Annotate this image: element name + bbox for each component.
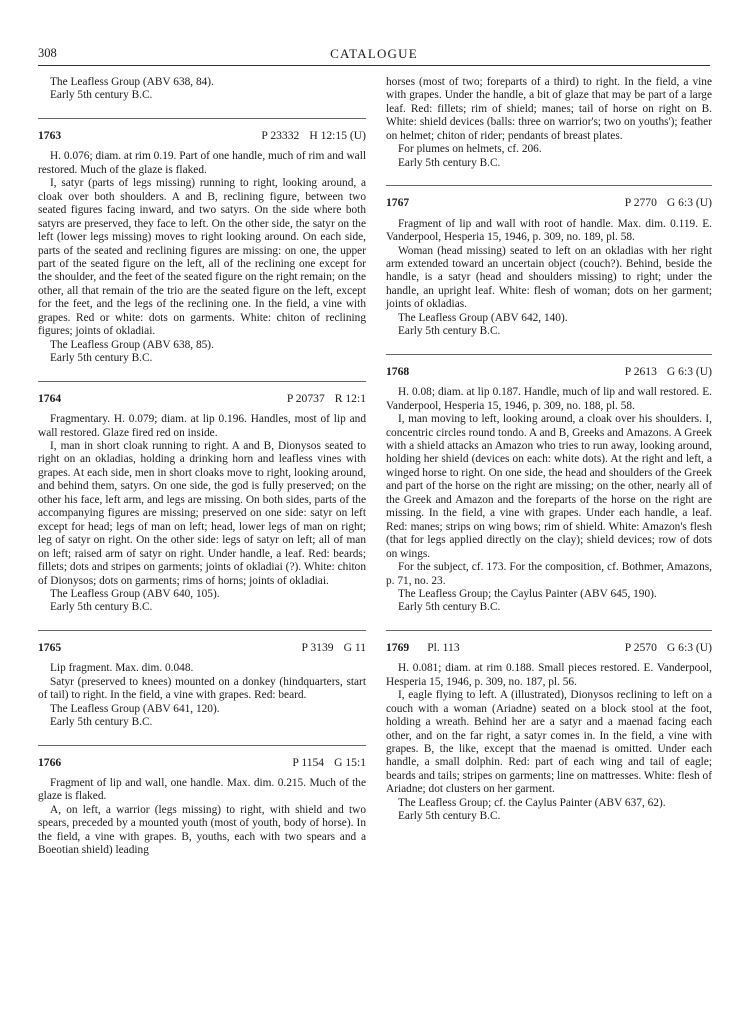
header-rule — [38, 65, 710, 66]
entry-date: Early 5th century B.C. — [50, 352, 153, 365]
deposit-location: G 6:3 (U) — [666, 640, 712, 654]
deposit-location: G 6:3 (U) — [666, 196, 712, 210]
entry-heading — [38, 745, 366, 769]
catalogue-entry-1767 — [386, 185, 712, 339]
catalogue-entry-1768 — [386, 354, 712, 615]
entry-date: Early 5th century B.C. — [398, 325, 501, 338]
catalogue-entry-1765 — [38, 630, 366, 730]
entry-number: 1766 — [38, 755, 62, 769]
entry-number: 1767 — [386, 196, 410, 210]
continued-date: Early 5th century B.C. — [398, 156, 501, 169]
entry-heading — [38, 118, 366, 142]
entry-number: 1768 — [386, 364, 410, 378]
catalogue-entry-1764 — [38, 381, 366, 615]
entry-attribution: The Leafless Group; the Caylus Painter (ABV 645, 190). — [398, 587, 657, 600]
entry-dimensions: Fragment of lip and wall with root of handle. Max. dim. 0.119. E. Vanderpool, Hesperia 15, 1946, p. 309, no. 189, pl. 58. — [386, 217, 712, 244]
inventory-number: P 2570 — [624, 640, 657, 654]
catalogue-entry-1766 — [38, 745, 366, 858]
entry-attribution: The Leafless Group (ABV 641, 120). — [50, 702, 220, 715]
inventory-number: P 23332 — [261, 128, 300, 142]
continued-description: horses (most of two; foreparts of a third) to right. In the field, a vine with grapes. Under the handle, a bit of glaze that may be part of a large leaf. Red: fillets; rim of shield; manes; tail of horse on right on B. White: shield devices (balls: three on warrior's; two on youths'); feather on helmet; chiton of rider; pendants of breast plates. — [386, 76, 712, 142]
catalogue-entry-1769 — [386, 630, 712, 824]
entry-date: Early 5th century B.C. — [398, 601, 501, 614]
entry-dimensions: Fragmentary. H. 0.079; diam. at lip 0.196. Handles, most of lip and wall restored. Glaze fired red on inside. — [38, 413, 366, 439]
entry-number: 1765 — [38, 640, 62, 654]
inventory-number: P 20737 — [286, 391, 325, 405]
entry-dimensions: H. 0.08; diam. at lip 0.187. Handle, much of lip and wall restored. E. Vanderpool, Hesperia 15, 1946, p. 309, no. 188, pl. 58. — [386, 386, 712, 412]
entry-heading — [38, 630, 366, 654]
continued-date: Early 5th century B.C. — [50, 89, 153, 102]
inventory-number: P 2770 — [624, 196, 657, 210]
deposit-location: G 11 — [343, 640, 366, 654]
entry-date: Early 5th century B.C. — [50, 716, 153, 729]
entry-heading — [386, 185, 712, 209]
entry-attribution: The Leafless Group (ABV 642, 140). — [398, 311, 568, 324]
entry-date: Early 5th century B.C. — [398, 810, 501, 823]
inventory-number: P 2613 — [624, 364, 657, 378]
deposit-location: H 12:15 (U) — [309, 128, 366, 142]
entry-description: I, man in short cloak running to right. A and B, Dionysos seated to right on an okladias, holding a drinking horn and leafless vines with grapes. At each side, men in short cloaks move to right, looking around, and behind them, satyrs. On one side, the god is fully preserved; on the other his face, left arm, and legs are missing. On both sides, parts of the accompanying figures are missing; preserved on one side: satyr on left except for head; legs of man on left; head, lower legs of man on right; leg of satyr on right. On the other side: legs of satyr on left; all of man on left; raised arm of satyr on right. Under handle, a leaf. Red: beards; fillets; dots and stripes on garments; joints of okladiai (?). White: chiton of Dionysos; dots on garments; rims of horns; joints of okladiai. — [38, 439, 366, 587]
entry-date: Early 5th century B.C. — [50, 601, 153, 614]
deposit-location: G 6:3 (U) — [666, 364, 712, 378]
inventory-number: P 1154 — [292, 755, 325, 769]
entry-description: Satyr (preserved to knees) mounted on a donkey (hindquarters, start of tail) to right. In the field, a vine with grapes. Red: beard. — [38, 675, 366, 702]
entry-attribution: The Leafless Group (ABV 640, 105). — [50, 587, 220, 600]
entry-number: 1764 — [38, 391, 62, 405]
entry-description: A, on left, a warrior (legs missing) to right, with shield and two spears, preceded by a mounted youth (most of youth, body of horse). In the field, a vine with grapes. B, youths, each with two spears and a Boeotian shield) leading — [38, 803, 366, 857]
entry-dimensions: Fragment of lip and wall, one handle. Max. dim. 0.215. Much of the glaze is flaked. — [38, 777, 366, 803]
entry-heading — [386, 630, 712, 654]
deposit-location: R 12:1 — [334, 391, 366, 405]
deposit-location: G 15:1 — [334, 755, 366, 769]
inventory-number: P 3139 — [301, 640, 334, 654]
running-title: CATALOGUE — [330, 46, 418, 61]
entry-description: Woman (head missing) seated to left on an okladias with her right arm extended toward an uncertain object (couch?). Behind, beside the handle, is a satyr (head and shoulders missing) to right; under the handle, an upright leaf. White: flesh of woman; dots on her garment; joints of okladias. — [386, 244, 712, 311]
entry-dimensions: H. 0.081; diam. at rim 0.188. Small pieces restored. E. Vanderpool, Hesperia 15, 1946, p. 309, no. 187, pl. 56. — [386, 662, 712, 688]
entry-number: 1769 — [386, 640, 410, 654]
entry-number: 1763 — [38, 128, 62, 142]
entry-attribution: The Leafless Group; cf. the Caylus Painter (ABV 637, 62). — [398, 796, 666, 809]
left-column — [38, 76, 366, 858]
catalogue-entry-1763 — [38, 118, 366, 366]
entry-dimensions: H. 0.076; diam. at rim 0.19. Part of one handle, much of rim and wall restored. Much of the glaze is flaked. — [38, 150, 366, 176]
entry-description: I, satyr (parts of legs missing) running to right, looking around, a cloak over both shoulders. A and B, reclining figure, between two seated figures facing inward, and two satyrs. On the side where both satyrs are preserved, they face to left. On the other side, the satyr on the left (lower legs missing) moves to right looking around. On each side, parts of the seated and reclining figures are missing: on one, the upper part of the seated figure on the left, all of the reclining one except for the shoulder, and the feet of the seated figure on the right remain; on the other, all that remain of the trio are the seated figure on the left, except for the feet, and the legs of the reclining one. In the field, a vine with grapes. Red or white: dots on garments. White: chiton of reclining figures; joints of okladiai. — [38, 177, 366, 338]
entry-description: I, eagle flying to left. A (illustrated), Dionysos reclining to left on a couch with a woman (Ariadne) seated on a block stool at the foot, holding a wreath. Behind her are a satyr and a maenad facing each other, and on the far right, a satyr comes in. In the field, a vine with grapes. B, the like, except that the maenad is omitted. Under each handle, a small dolphin. Red: part of each wing and tail of eagle; beards and tails; stripes on garments; line on mattresses. White: flesh of Ariadne; dot clusters on her garment. — [386, 689, 712, 796]
continued-comparison: For plumes on helmets, cf. 206. — [398, 143, 542, 156]
entry-heading — [386, 354, 712, 378]
entry-attribution: The Leafless Group (ABV 638, 85). — [50, 338, 214, 351]
plate-reference: Pl. 113 — [427, 640, 460, 654]
entry-heading — [38, 381, 366, 405]
entry-description: I, man moving to left, looking around, a cloak over his shoulders. I, concentric circles round tondo. A and B, Greeks and Amazons. A Greek with a shield attacks an Amazon who tries to run away, looking around, holding her shield (devices on each: white dots). At the right and left, a winged horse to right. On one side, the head and shoulders of the Greek and part of the horse on the right are missing; on the other, nearly all of the Greek and Amazon and the foreparts of the horse on the right are missing. In the field, a vine with grapes. Under each handle, a leaf. Red: manes; strips on wing bows; rim of shield. White: Amazon's flesh (that for legs applied directly on the clay); shield devices; row of dots on wings. — [386, 413, 712, 560]
continued-attribution: The Leafless Group (ABV 638, 84). — [50, 76, 214, 88]
entry-dimensions: Lip fragment. Max. dim. 0.048. — [50, 662, 194, 675]
entry-comparison: For the subject, cf. 173. For the composition, cf. Bothmer, Amazons, p. 71, no. 23. — [386, 561, 712, 587]
page-number: 308 — [38, 46, 57, 60]
right-column — [386, 76, 712, 824]
